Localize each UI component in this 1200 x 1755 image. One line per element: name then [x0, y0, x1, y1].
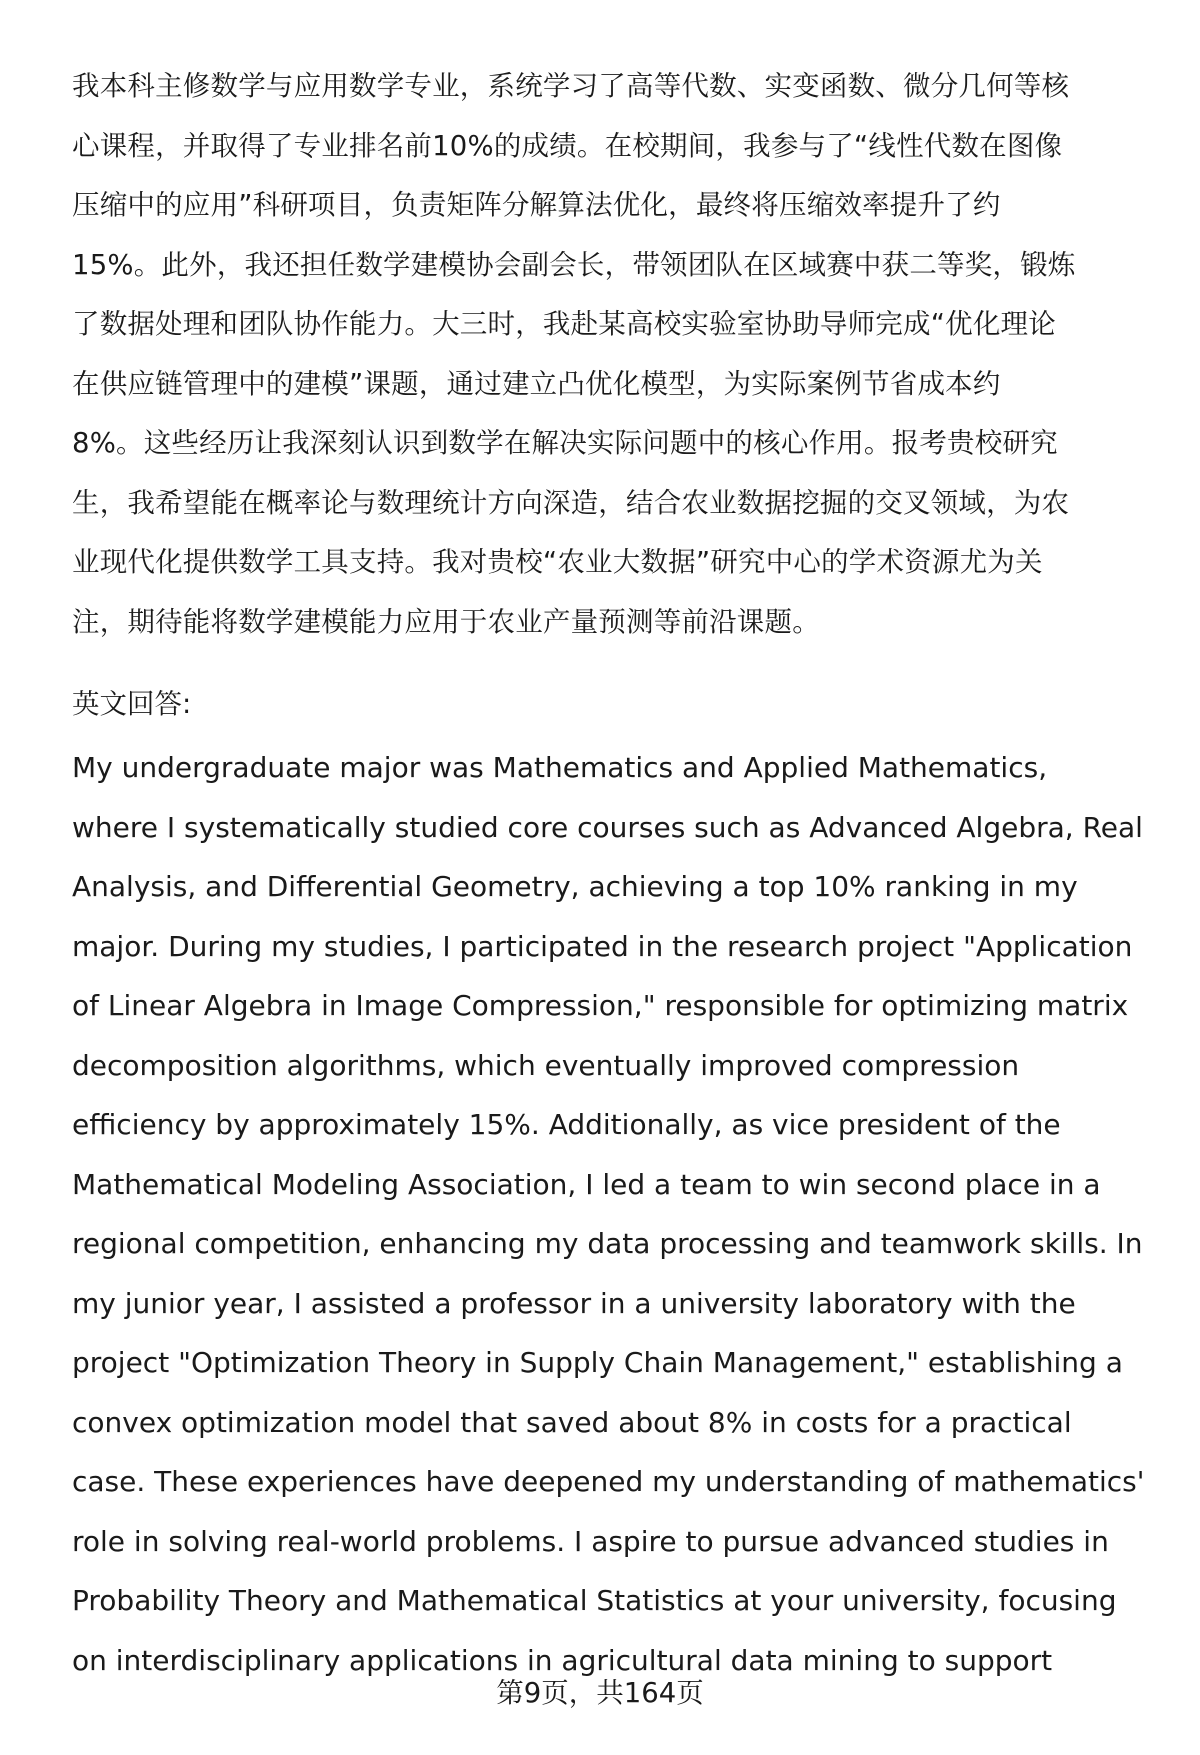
english-answer-line: Mathematical Modeling Association, I led a team to win second place in a [72, 1167, 1101, 1201]
chinese-answer-line: 在供应链管理中的建模”课题，通过建立凸优化模型，为实际案例节省成本约 [72, 367, 1001, 400]
english-answer-line: Probability Theory and Mathematical Statistics at your university, focusing [72, 1584, 1117, 1617]
english-answer-line: regional competition, enhancing my data processing and teamwork skills. In [72, 1227, 1143, 1260]
english-answer-line: My undergraduate major was Mathematics and Applied Mathematics, [72, 751, 1048, 784]
english-answer-line: convex optimization model that saved about 8% in costs for a practical [72, 1405, 1072, 1439]
chinese-answer-line: 心课程，并取得了专业排名前10%的成绩。在校期间，我参与了“线性代数在图像 [72, 129, 1063, 162]
chinese-answer-line: 业现代化提供数学工具支持。我对贵校“农业大数据”研究中心的学术资源尤为关 [72, 546, 1043, 578]
english-answer-line: where I systematically studied core courses such as Advanced Algebra, Real [72, 810, 1143, 844]
chinese-answer-line: 压缩中的应用”科研项目，负责矩阵分解算法优化，最终将压缩效率提升了约 [72, 189, 1001, 221]
english-answer-line: of Linear Algebra in Image Compression," responsible for optimizing matrix [72, 989, 1129, 1022]
english-answer-line: on interdisciplinary applications in agricultural data mining to support [72, 1643, 1053, 1677]
page-number-footer: 第9页，共164页 [496, 1677, 704, 1709]
english-answer-line: decomposition algorithms, which eventually improved compression [72, 1048, 1020, 1082]
chinese-answer-line: 8%。这些经历让我深刻认识到数学在解决实际问题中的核心作用。报考贵校研究 [72, 427, 1058, 459]
english-answer-line: case. These experiences have deepened my understanding of mathematics' [72, 1465, 1145, 1498]
chinese-answer-line: 生，我希望能在概率论与数理统计方向深造，结合农业数据挖掘的交叉领域，为农 [72, 486, 1070, 519]
chinese-answer-line: 15%。此外，我还担任数学建模协会副会长，带领团队在区域赛中获二等奖，锻炼 [72, 248, 1076, 281]
english-answer-line: role in solving real-world problems. I aspire to pursue advanced studies in [72, 1524, 1109, 1558]
chinese-answer-line: 了数据处理和团队协作能力。大三时，我赴某高校实验室协助导师完成“优化理论 [72, 308, 1056, 340]
chinese-answer-line: 我本科主修数学与应用数学专业，系统学习了高等代数、实变函数、微分几何等核 [72, 70, 1070, 102]
chinese-answer-paragraph [72, 57, 1144, 652]
english-answer-heading: 英文回答: [72, 688, 192, 720]
english-answer-line: efficiency by approximately 15%. Additionally, as vice president of the [72, 1108, 1061, 1141]
english-answer-paragraph [72, 738, 1162, 1690]
english-answer-line: project "Optimization Theory in Supply Chain Management," establishing a [72, 1346, 1123, 1379]
english-answer-line: my junior year, I assisted a professor in a university laboratory with the [72, 1286, 1076, 1320]
chinese-answer-line: 注，期待能将数学建模能力应用于农业产量预测等前沿课题。 [72, 605, 820, 638]
english-answer-line: major. During my studies, I participated in the research project "Application [72, 929, 1133, 963]
english-answer-line: Analysis, and Differential Geometry, achieving a top 10% ranking in my [72, 870, 1078, 903]
